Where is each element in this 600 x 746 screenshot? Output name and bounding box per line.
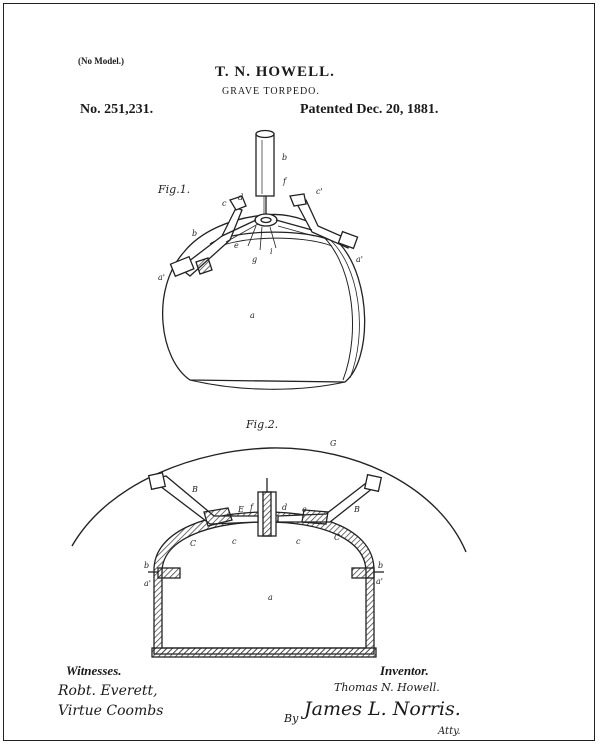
svg-text:B: B (192, 485, 198, 494)
svg-text:e: e (302, 505, 307, 514)
svg-text:b: b (144, 561, 150, 570)
svg-text:C: C (190, 539, 197, 548)
invention-title: GRAVE TORPEDO. (222, 86, 320, 97)
witnesses-label: Witnesses. (66, 663, 122, 678)
svg-text:E: E (238, 505, 244, 514)
witness-1-signature: Robt. Everett, (58, 683, 158, 699)
svg-text:c: c (222, 199, 227, 208)
svg-text:a': a' (144, 579, 151, 588)
svg-text:e: e (234, 241, 239, 250)
figure-1 (157, 131, 365, 390)
witness-2-signature: Virtue Coombs (58, 703, 164, 719)
svg-text:a: a (250, 311, 255, 320)
svg-text:c: c (296, 537, 301, 546)
attorney-label: Atty. (438, 726, 461, 737)
inventor-name: T. N. HOWELL. (215, 64, 335, 80)
fig-1-label: Fig.1. (158, 183, 191, 196)
svg-text:G: G (330, 439, 337, 448)
svg-text:b: b (282, 153, 288, 162)
svg-text:b: b (192, 229, 198, 238)
patent-number: No. 251,231. (80, 102, 154, 117)
svg-text:c': c' (316, 187, 323, 196)
model-note: (No Model.) (78, 56, 124, 66)
fig-2-label: Fig.2. (246, 418, 279, 431)
svg-text:d: d (282, 503, 288, 512)
svg-text:c: c (232, 537, 237, 546)
attorney-signature: James L. Norris. (304, 698, 461, 720)
svg-text:a': a' (356, 255, 363, 264)
by-label: By (284, 712, 299, 725)
inventor-signature: Thomas N. Howell. (334, 681, 440, 694)
patent-date: Patented Dec. 20, 1881. (300, 102, 439, 117)
svg-text:f: f (250, 503, 253, 512)
plunger-tube (256, 134, 274, 196)
svg-text:a: a (268, 593, 273, 602)
svg-text:B: B (354, 505, 360, 514)
svg-text:a': a' (158, 273, 165, 282)
svg-text:f: f (283, 177, 286, 186)
svg-text:g: g (252, 255, 258, 264)
svg-text:b: b (378, 561, 384, 570)
figure-2 (72, 418, 466, 657)
inventor-label: Inventor. (380, 663, 429, 678)
svg-text:a': a' (376, 577, 383, 586)
svg-text:d: d (238, 193, 244, 202)
svg-text:i: i (270, 247, 273, 256)
svg-text:C: C (334, 533, 341, 542)
